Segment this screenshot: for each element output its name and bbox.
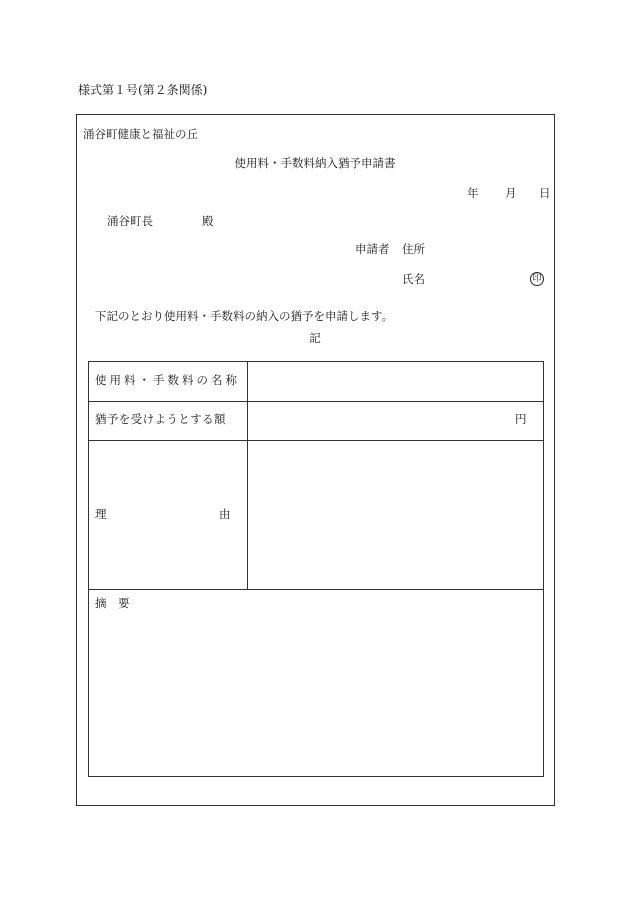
date-day-label: 日 — [539, 186, 551, 200]
summary-label-last: 要 — [118, 596, 130, 610]
summary-label-first: 摘 — [95, 596, 107, 610]
form-number-label: 様式第１号(第２条関係) — [78, 83, 208, 97]
date-year-label: 年 — [467, 186, 479, 200]
summary-field[interactable] — [91, 602, 543, 774]
applicant-label: 申請者 — [355, 242, 390, 256]
intro-statement: 下記のとおり使用料・手数料の納入の猶予を申請します。 — [95, 309, 394, 323]
amount-label: 猶予を受けようとする額 — [95, 412, 226, 426]
addressee: 涌谷町長 — [107, 214, 153, 228]
reason-field[interactable] — [249, 441, 543, 588]
yen-unit-label: 円 — [515, 412, 527, 426]
name-label: 氏名 — [402, 272, 425, 286]
reason-label-first: 理 — [95, 507, 107, 521]
amount-field[interactable] — [249, 402, 509, 439]
reason-label-last: 由 — [219, 507, 231, 521]
fee-name-label: 使用料・手数料の名称 — [95, 373, 240, 387]
facility-name: 涌谷町健康と福祉の丘 — [83, 127, 198, 141]
seal-mark-icon: 印 — [530, 272, 544, 286]
fee-name-field[interactable] — [249, 363, 543, 400]
date-month-label: 月 — [505, 186, 517, 200]
honorific: 殿 — [202, 214, 214, 228]
address-label: 住所 — [402, 242, 425, 256]
table-column-divider — [247, 362, 248, 589]
document-title: 使用料・手数料納入猶予申請書 — [234, 156, 396, 170]
table-row-divider — [89, 589, 543, 590]
ki-heading: 記 — [309, 331, 321, 345]
